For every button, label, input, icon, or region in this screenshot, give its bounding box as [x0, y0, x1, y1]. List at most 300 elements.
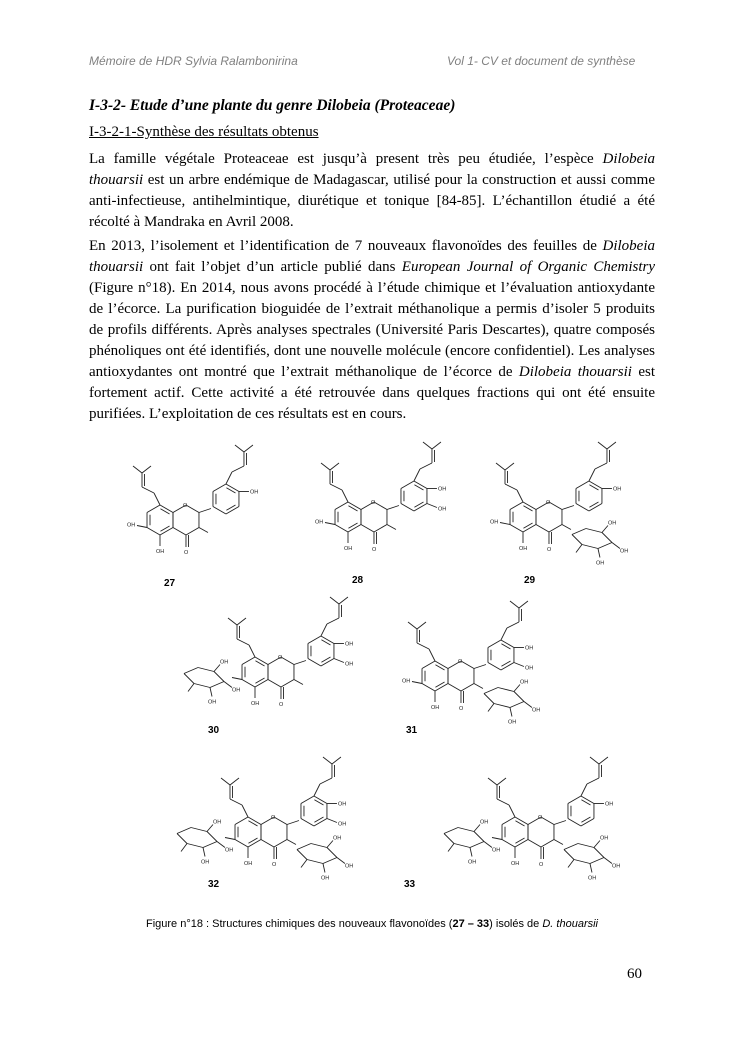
bond-line [232, 466, 244, 472]
bond-line [408, 622, 417, 629]
atom-label: OH [480, 819, 489, 826]
bond-line [564, 844, 578, 850]
bond-line [448, 844, 454, 852]
atom-label: OH [344, 641, 354, 648]
bond-line [255, 657, 268, 665]
bond-line [497, 778, 506, 785]
bond-line [301, 819, 314, 827]
bond-line [133, 466, 142, 473]
bond-line [228, 618, 237, 625]
bond-line [401, 504, 414, 512]
bond-line [311, 844, 327, 848]
bond-line [387, 506, 399, 510]
atom-label: OH [337, 801, 347, 808]
structure-32-drawing [130, 750, 370, 895]
figure-caption: Figure n°18 : Structures chimiques des nouveaux flavonoïdes (27 – 33) isolés de D. thouarsii [146, 918, 598, 930]
bond-line [387, 525, 396, 530]
atom-label: OH [213, 819, 222, 826]
bond-line [327, 819, 337, 823]
bond-line [281, 657, 294, 665]
bond-line [568, 819, 581, 827]
bond-line [497, 799, 509, 805]
page-number: 60 [627, 966, 642, 982]
atom-label: OH [607, 520, 617, 527]
compound-label-27: 27 [164, 578, 176, 589]
bond-line [181, 844, 187, 852]
header-volume: Vol 1- CV et document de synthèse [447, 54, 636, 68]
bond-line [458, 828, 474, 832]
compound-range: 27 – 33 [452, 918, 490, 930]
bond-line [232, 678, 242, 680]
structure-30-drawing [145, 590, 365, 730]
bond-line [321, 636, 334, 644]
structure-31-drawing [395, 590, 570, 740]
bond-line [474, 665, 486, 669]
atom-label: OH [315, 519, 324, 526]
bond-line [536, 525, 549, 533]
bond-line [422, 661, 435, 669]
bond-line [268, 680, 281, 688]
bond-line [576, 504, 589, 512]
atom-label: OH [127, 522, 136, 529]
bond-line [590, 858, 604, 864]
atom-label: OH [344, 661, 354, 668]
bond-line [323, 864, 325, 873]
compound-label-33: 33 [404, 879, 416, 890]
atom-label: O [183, 550, 189, 556]
bond-line [242, 805, 248, 817]
bond-line [549, 525, 562, 533]
bond-line [301, 796, 314, 804]
bond-line [572, 535, 582, 545]
atom-label: O [458, 706, 464, 712]
bond-line [301, 860, 307, 868]
bond-line [488, 778, 497, 785]
bond-line [186, 505, 199, 513]
bond-line [248, 840, 261, 848]
bond-line [184, 668, 198, 674]
bond-line [454, 844, 470, 848]
bond-line [242, 680, 255, 688]
atom-label: OH [612, 486, 622, 493]
bond-line [194, 684, 210, 688]
bond-line [582, 545, 598, 549]
bond-line [461, 661, 474, 669]
bond-line [217, 842, 225, 848]
bond-line [589, 481, 602, 489]
bond-line [435, 684, 448, 692]
bond-line [154, 493, 160, 505]
bond-line [602, 533, 612, 543]
atom-label: O [271, 862, 277, 868]
bond-line [444, 828, 458, 834]
bond-line [494, 704, 510, 708]
atom-label: OH [587, 875, 597, 882]
bond-line [448, 684, 461, 692]
bond-line [321, 659, 334, 667]
bond-line [323, 858, 337, 864]
structure-31 [395, 590, 570, 740]
bond-line [184, 674, 194, 684]
bond-line [444, 834, 454, 844]
bond-line [142, 487, 154, 493]
atom-label: OH [431, 705, 440, 711]
bond-line [501, 628, 507, 640]
bond-line [514, 663, 524, 667]
bond-line [541, 840, 554, 848]
bond-line [187, 844, 203, 848]
bond-line [173, 528, 186, 536]
bond-line [230, 799, 242, 805]
bond-line [237, 639, 249, 645]
atom-label: OH [344, 546, 353, 552]
bond-line [510, 702, 524, 708]
bond-line [137, 526, 147, 528]
bond-line [510, 708, 512, 717]
bond-line [514, 692, 524, 702]
bond-line [502, 817, 515, 825]
bond-line [188, 684, 194, 692]
bond-line [414, 481, 427, 489]
bond-line [327, 618, 339, 624]
structure-28 [290, 425, 465, 580]
bond-line [226, 472, 232, 484]
bond-line [308, 659, 321, 667]
bond-line [414, 504, 427, 512]
bond-line [335, 525, 348, 533]
bond-line [320, 778, 332, 784]
bond-line [337, 858, 345, 864]
atom-label: O [278, 702, 284, 708]
bond-line [321, 463, 330, 470]
bond-line [587, 778, 599, 784]
bond-line [598, 543, 612, 549]
bond-line [474, 684, 483, 689]
bond-line [549, 502, 562, 510]
bond-line [562, 506, 574, 510]
atom-label: OH [524, 665, 534, 672]
bond-line [612, 543, 620, 549]
bond-line [261, 840, 274, 848]
species-abbrev: D. thouarsii [542, 918, 598, 930]
bond-line [297, 850, 307, 860]
bond-line [348, 525, 361, 533]
bond-line [281, 680, 294, 688]
bond-line [420, 463, 432, 469]
bond-line [214, 672, 224, 682]
bond-line [598, 442, 607, 449]
atom-label: OH [244, 861, 253, 867]
structure-27-drawing [100, 425, 275, 580]
bond-line [488, 704, 494, 712]
bond-line [578, 844, 594, 848]
atom-label: O [545, 500, 551, 506]
bond-line [590, 864, 592, 873]
compound-label-31: 31 [406, 725, 418, 736]
bond-line [498, 688, 514, 692]
bond-line [242, 657, 255, 665]
bond-line [226, 484, 239, 492]
bond-line [274, 817, 287, 825]
bond-line [500, 523, 510, 525]
atom-label: O [537, 815, 543, 821]
bond-line [325, 523, 335, 525]
atom-label: O [457, 659, 463, 665]
atom-label: O [371, 547, 377, 553]
bond-line [230, 778, 239, 785]
bond-line [423, 442, 432, 449]
bond-line [248, 817, 261, 825]
atom-label: OH [332, 835, 342, 842]
bond-line [509, 805, 515, 817]
compound-label-29: 29 [524, 575, 536, 586]
bond-line [235, 840, 248, 848]
bond-line [332, 757, 341, 764]
bond-line [198, 668, 214, 672]
bond-line [514, 685, 520, 692]
bond-line [581, 796, 594, 804]
atom-label: OH [344, 863, 354, 870]
bond-line [210, 682, 224, 688]
atom-label: O [370, 500, 376, 506]
structure-29 [465, 425, 640, 580]
bond-line [235, 817, 248, 825]
bond-line [207, 832, 217, 842]
atom-label: OH [208, 699, 217, 706]
bond-line [287, 821, 299, 825]
bond-line [348, 502, 361, 510]
bond-line [186, 528, 199, 536]
bond-line [507, 622, 519, 628]
atom-label: OH [492, 847, 501, 854]
structure-27 [100, 425, 275, 580]
bond-line [510, 601, 519, 608]
bond-line [581, 784, 587, 796]
species-name: Dilobeia thouarsii [89, 151, 655, 188]
bond-line [191, 828, 207, 832]
bond-line [589, 469, 595, 481]
bond-line [594, 841, 600, 848]
atom-label: OH [490, 519, 499, 526]
compound-label-32: 32 [208, 879, 220, 890]
bond-line [237, 618, 246, 625]
atom-label: OH [599, 835, 609, 842]
structure-33-drawing [395, 750, 640, 895]
atom-label: OH [225, 847, 234, 854]
bond-line [374, 525, 387, 533]
bond-line [160, 505, 173, 513]
bond-line [488, 640, 501, 648]
bond-line [501, 640, 514, 648]
structure-29-drawing [465, 425, 640, 580]
bond-line [435, 661, 448, 669]
chemical-structures-figure [100, 425, 660, 905]
bond-line [297, 844, 311, 850]
bond-line [287, 840, 296, 845]
bond-line [607, 442, 616, 449]
atom-label: O [546, 547, 552, 553]
journal-name: European Journal of Organic Chemistry [401, 259, 655, 275]
section-title: I-3-2- Etude d’une plante du genre Dilobeia (Proteaceae) [89, 97, 456, 114]
bond-line [330, 463, 339, 470]
bond-line [581, 819, 594, 827]
bond-line [422, 684, 435, 692]
bond-line [307, 860, 323, 864]
bond-line [484, 694, 494, 704]
atom-label: OH [156, 549, 165, 555]
bond-line [599, 757, 608, 764]
bond-line [470, 842, 484, 848]
atom-label: OH [507, 719, 517, 726]
bond-line [492, 838, 502, 840]
bond-line [213, 507, 226, 515]
bond-line [334, 659, 344, 663]
bond-line [249, 645, 255, 657]
bond-line [501, 663, 514, 671]
atom-label: OH [220, 659, 229, 666]
bond-line [330, 484, 342, 490]
subsection-title: I-3-2-1-Synthèse des résultats obtenus [89, 124, 319, 140]
atom-label: O [538, 862, 544, 868]
paragraph-2: En 2013, l’isolement et l’identification de 7 nouveaux flavonoïdes des feuilles de Dilobeia thouarsii ont fait l’objet d’un article publié dans European Journal of Organic Chemistry (Figure n°18). En 2014, nous avons procédé à l’étude chimique et l’évaluation antioxydante de l’écorce. La purification bioguidée de l’extrait méthanolique a permis d’isoler 5 produits de profils différents. Après analyses spectrales (Université Paris Descartes), quatre composés phénoliques ont été identifiés, dont une nouvelle molécule (encore confidentiel). Les analyses antioxydantes ont montré que l’extrait méthanolique de l’écorce de Dilobeia thouarsii est fortement actif. Cette activité a été retrouvée dans quelques fractions qui ont été ensuite purifiées. L’exploitation de ces résultats est en cours. [89, 238, 655, 422]
bond-line [361, 525, 374, 533]
bond-line [214, 665, 220, 672]
bond-line [496, 463, 505, 470]
bond-line [474, 832, 484, 842]
atom-label: OH [320, 875, 330, 882]
atom-label: OH [437, 486, 447, 493]
bond-line [568, 860, 574, 868]
bond-line [412, 682, 422, 684]
atom-label: OH [524, 645, 534, 652]
bond-line [595, 463, 607, 469]
atom-label: OH [201, 859, 210, 866]
bond-line [429, 649, 435, 661]
bond-line [221, 778, 230, 785]
bond-line [210, 688, 212, 697]
bond-line [589, 504, 602, 512]
atom-label: O [277, 655, 283, 661]
bond-line [574, 860, 590, 864]
bond-line [147, 528, 160, 536]
atom-label: O [270, 815, 276, 821]
bond-line [604, 858, 612, 864]
compound-label-30: 30 [208, 725, 220, 736]
bond-line [244, 445, 253, 452]
atom-label: OH [511, 861, 520, 867]
bond-line [562, 525, 571, 530]
bond-line [417, 622, 426, 629]
bond-line [541, 817, 554, 825]
bond-line [510, 502, 523, 510]
bond-line [177, 828, 191, 834]
bond-line [327, 841, 333, 848]
species-name: Dilobeia thouarsii [89, 238, 655, 275]
bond-line [255, 680, 268, 688]
bond-line [590, 757, 599, 764]
bond-line [160, 528, 173, 536]
atom-label: OH [468, 859, 477, 866]
bond-line [213, 484, 226, 492]
structure-32 [130, 750, 370, 895]
bond-line [488, 663, 501, 671]
bond-line [207, 825, 213, 832]
bond-line [576, 481, 589, 489]
structure-28-drawing [290, 425, 465, 580]
bond-line [602, 526, 608, 533]
bond-line [417, 643, 429, 649]
bond-line [308, 636, 321, 644]
bond-line [199, 528, 208, 533]
structure-30 [145, 590, 365, 730]
atom-label: OH [337, 821, 347, 828]
atom-label: OH [519, 546, 528, 552]
bond-line [523, 525, 536, 533]
bond-line [147, 505, 160, 513]
bond-line [470, 848, 472, 857]
bond-line [274, 840, 287, 848]
bond-line [576, 545, 582, 553]
bond-line [515, 817, 528, 825]
bond-line [321, 624, 327, 636]
bond-line [505, 463, 514, 470]
bond-line [226, 507, 239, 515]
paragraph-1: La famille végétale Proteaceae est jusqu’à present très peu étudiée, l’espèce Dilobeia thouarsii est un arbre endémique de Madagascar, utilisé pour la construction et aussi comme anti-infectieuse, antihelmintique, diurétique et tonique [84-85]. L’échantillon étudié a été récolté à Mandraka en Avril 2008. [89, 151, 655, 230]
bond-line [414, 469, 420, 481]
bond-line [203, 842, 217, 848]
bond-line [568, 796, 581, 804]
bond-line [484, 688, 498, 694]
bond-line [225, 838, 235, 840]
bond-line [294, 661, 306, 665]
atom-label: OH [251, 701, 260, 707]
atom-label: OH [604, 801, 614, 808]
bond-line [203, 848, 205, 857]
bond-line [314, 784, 320, 796]
bond-line [554, 821, 566, 825]
bond-line [199, 509, 211, 513]
bond-line [515, 840, 528, 848]
header-author: Mémoire de HDR Sylvia Ralambonirina [89, 54, 298, 68]
bond-line [335, 502, 348, 510]
bond-line [235, 445, 244, 452]
bond-line [224, 682, 232, 688]
atom-label: OH [611, 863, 621, 870]
bond-line [142, 466, 151, 473]
bond-line [519, 601, 528, 608]
bond-line [461, 684, 474, 692]
bond-line [554, 840, 563, 845]
bond-line [572, 529, 586, 535]
atom-label: OH [519, 679, 529, 686]
structure-33 [395, 750, 640, 895]
bond-line [586, 529, 602, 533]
atom-label: OH [232, 687, 241, 694]
atom-label: OH [531, 707, 541, 714]
bond-line [528, 840, 541, 848]
bond-line [323, 757, 332, 764]
atom-label: OH [402, 678, 411, 685]
bond-line [524, 702, 532, 708]
bond-line [598, 549, 600, 558]
bond-line [327, 848, 337, 858]
bond-line [314, 819, 327, 827]
bond-line [484, 842, 492, 848]
bond-line [330, 597, 339, 604]
bond-line [401, 481, 414, 489]
bond-line [294, 680, 303, 685]
bond-line [502, 840, 515, 848]
